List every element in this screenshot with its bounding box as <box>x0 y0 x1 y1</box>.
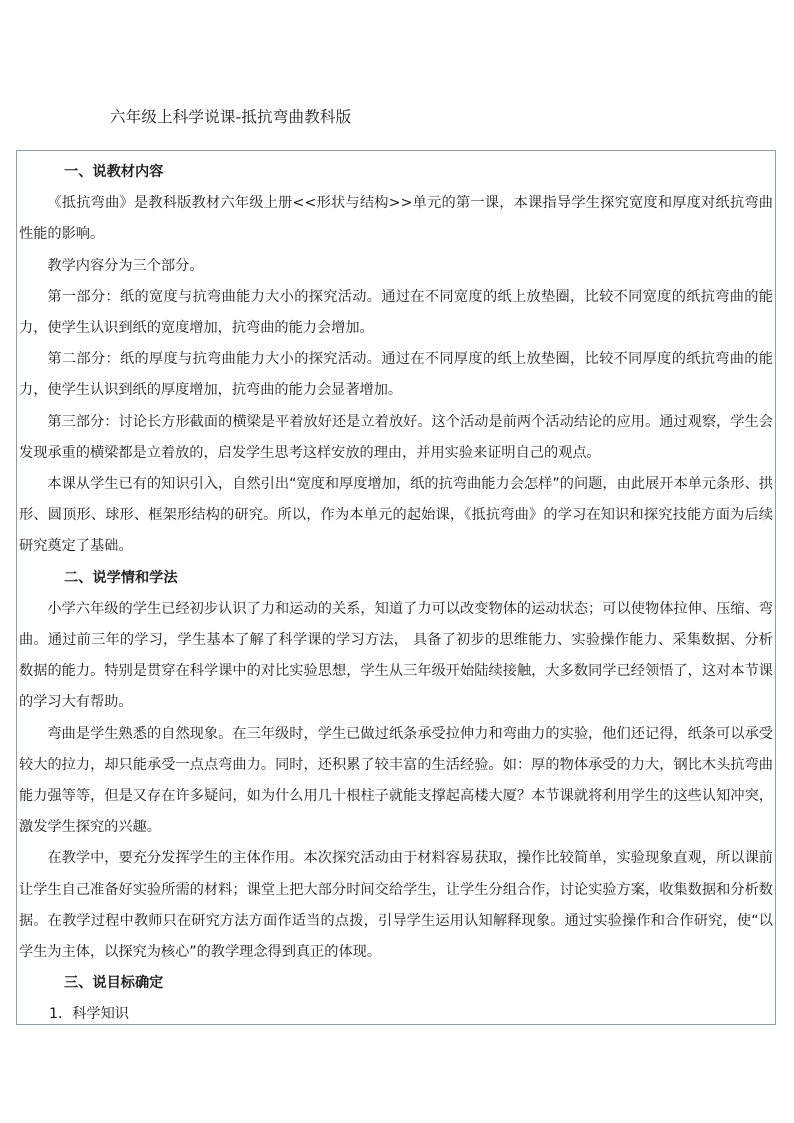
content-body <box>17 157 775 1031</box>
paragraph: 小学六年级的学生已经初步认识了力和运动的关系，知道了力可以改变物体的运动状态；可以使物体拉伸、压缩、弯曲。通过前三年的学习，学生基本了解了科学课的学习方法， 具备了初步的思维能力、实验操作能力、采集数据、分析数据的能力。特别是贯穿在科学课中的对比实验思想，学生从三年级开始陆续接触，大多数同学已经领悟了，这对本节课的学习大有帮助。 <box>19 600 773 711</box>
section-heading-goals: 三、说目标确定 <box>64 975 164 992</box>
paragraph: 《抵抗弯曲》是教科版教材六年级上册<<形状与结构>>单元的第一课，本课指导学生探究宽度和厚度对纸抗弯曲性能的影响。 <box>19 195 773 243</box>
section-heading-learners: 二、说学情和学法 <box>64 569 178 586</box>
paragraph: 第三部分：讨论长方形截面的横梁是平着放好还是立着放好。这个活动是前两个活动结论的应用。通过观察，学生会发现承重的横梁都是立着放的，启发学生思考这样安放的理由，并用实验来证明自己的观点。 <box>19 413 773 461</box>
paragraph: 第一部分：纸的宽度与抗弯曲能力大小的探究活动。通过在不同宽度的纸上放垫圈，比较不同宽度的纸抗弯曲的能力，使学生认识到纸的宽度增加，抗弯曲的能力会增加。 <box>19 288 773 337</box>
document-title: 六年级上科学说课-抵抗弯曲教科版 <box>110 108 352 126</box>
paragraph: 本课从学生已有的知识引入，自然引出“宽度和厚度增加，纸的抗弯曲能力会怎样”的问题，由此展开本单元条形、拱形、圆顶形、球形、框架形结构的研究。所以，作为本单元的起始课，《抵抗弯曲》的学习在知识和探究技能方面为后续研究奠定了基础。 <box>19 476 773 555</box>
paragraph: 第二部分：纸的厚度与抗弯曲能力大小的探究活动。通过在不同厚度的纸上放垫圈，比较不同厚度的纸抗弯曲的能力，使学生认识到纸的厚度增加，抗弯曲的能力会显著增加。 <box>19 351 773 399</box>
paragraph: 教学内容分为三个部分。 <box>47 257 204 274</box>
subheading-science-knowledge: 1．科学知识 <box>49 1006 129 1023</box>
paragraph: 在教学中，要充分发挥学生的主体作用。本次探究活动由于材料容易获取，操作比较简单，实验现象直观，所以课前让学生自己准备好实验所需的材料；课堂上把大部分时间交给学生，让学生分组合作，讨论实验方案，收集数据和分析数据。在教学过程中教师只在研究方法方面作适当的点拨，引导学生运用认知解释现象。通过实验操作和合作研究，使“以学生为主体，以探究为核心”的教学理念得到真正的体现。 <box>19 850 773 961</box>
paragraph: 弯曲是学生熟悉的自然现象。在三年级时，学生已做过纸条承受拉伸力和弯曲力的实验，他们还记得，纸条可以承受较大的拉力，却只能承受一点点弯曲力。同时，还积累了较丰富的生活经验。如：厚的物体承受的力大，钢比木头抗弯曲能力强等等，但是又存在许多疑问，如为什么用几十根柱子就能支撑起高楼大厦？本节课就将利用学生的这些认知冲突，激发学生探究的兴趣。 <box>19 725 773 836</box>
content-box <box>16 150 776 1025</box>
section-heading-materials: 一、说教材内容 <box>64 164 164 180</box>
